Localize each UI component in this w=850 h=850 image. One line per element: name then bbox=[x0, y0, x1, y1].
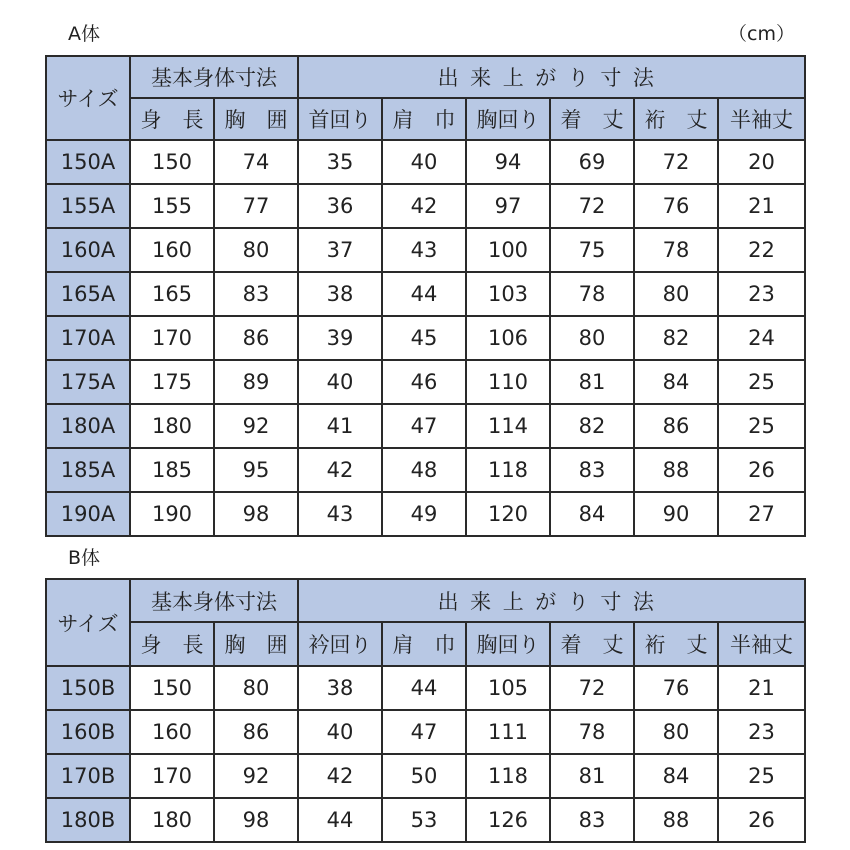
table-cell: 180 bbox=[130, 404, 214, 448]
table-cell: 120 bbox=[466, 492, 550, 536]
table-cell: 78 bbox=[550, 272, 634, 316]
table-row bbox=[46, 710, 805, 754]
column-header-short-sleeve: 半袖丈 bbox=[718, 98, 805, 140]
table-cell: 47 bbox=[382, 710, 466, 754]
table-cell: 170 bbox=[130, 754, 214, 798]
table-cell: 25 bbox=[718, 404, 805, 448]
size-label: 180B bbox=[46, 798, 130, 842]
table-cell: 81 bbox=[550, 360, 634, 404]
table-b-title: B体 bbox=[68, 547, 101, 569]
table-cell: 165 bbox=[130, 272, 214, 316]
table-cell: 118 bbox=[466, 448, 550, 492]
table-cell: 72 bbox=[634, 140, 718, 184]
table-cell: 26 bbox=[718, 448, 805, 492]
column-header-height: 身 長 bbox=[130, 98, 214, 140]
table-cell: 42 bbox=[382, 184, 466, 228]
table-cell: 81 bbox=[550, 754, 634, 798]
table-cell: 89 bbox=[214, 360, 298, 404]
table-cell: 185 bbox=[130, 448, 214, 492]
table-cell: 88 bbox=[634, 448, 718, 492]
table-cell: 44 bbox=[298, 798, 382, 842]
table-cell: 40 bbox=[298, 360, 382, 404]
table-row bbox=[46, 360, 805, 404]
table-row bbox=[46, 184, 805, 228]
table-cell: 78 bbox=[550, 710, 634, 754]
table-cell: 80 bbox=[634, 710, 718, 754]
table-cell: 98 bbox=[214, 492, 298, 536]
table-cell: 78 bbox=[634, 228, 718, 272]
table-cell: 50 bbox=[382, 754, 466, 798]
table-cell: 40 bbox=[298, 710, 382, 754]
table-cell: 100 bbox=[466, 228, 550, 272]
table-cell: 92 bbox=[214, 404, 298, 448]
basic-body-measurements-header: 基本身体寸法 bbox=[130, 56, 298, 98]
table-cell: 24 bbox=[718, 316, 805, 360]
table-cell: 111 bbox=[466, 710, 550, 754]
size-label: 165A bbox=[46, 272, 130, 316]
table-cell: 26 bbox=[718, 798, 805, 842]
table-cell: 97 bbox=[466, 184, 550, 228]
table-cell: 83 bbox=[550, 798, 634, 842]
table-cell: 83 bbox=[214, 272, 298, 316]
table-cell: 160 bbox=[130, 710, 214, 754]
column-header-length: 着 丈 bbox=[550, 622, 634, 666]
table-cell: 36 bbox=[298, 184, 382, 228]
table-cell: 76 bbox=[634, 184, 718, 228]
table-cell: 80 bbox=[550, 316, 634, 360]
table-row bbox=[46, 798, 805, 842]
table-cell: 23 bbox=[718, 272, 805, 316]
table-cell: 21 bbox=[718, 184, 805, 228]
table-cell: 38 bbox=[298, 666, 382, 710]
table-cell: 105 bbox=[466, 666, 550, 710]
size-label: 180A bbox=[46, 404, 130, 448]
table-cell: 110 bbox=[466, 360, 550, 404]
table-cell: 160 bbox=[130, 228, 214, 272]
size-label: 150B bbox=[46, 666, 130, 710]
table-cell: 47 bbox=[382, 404, 466, 448]
table-row bbox=[46, 228, 805, 272]
table-cell: 88 bbox=[634, 798, 718, 842]
table-cell: 103 bbox=[466, 272, 550, 316]
table-cell: 175 bbox=[130, 360, 214, 404]
size-label: 155A bbox=[46, 184, 130, 228]
table-cell: 82 bbox=[634, 316, 718, 360]
table-cell: 106 bbox=[466, 316, 550, 360]
size-label: 150A bbox=[46, 140, 130, 184]
table-row bbox=[46, 316, 805, 360]
size-label: 190A bbox=[46, 492, 130, 536]
table-cell: 49 bbox=[382, 492, 466, 536]
unit-label: （cm） bbox=[728, 23, 795, 45]
table-cell: 25 bbox=[718, 754, 805, 798]
column-header-chest-girth: 胸 囲 bbox=[214, 622, 298, 666]
column-header-collar: 衿回り bbox=[298, 622, 382, 666]
table-cell: 43 bbox=[298, 492, 382, 536]
table-cell: 114 bbox=[466, 404, 550, 448]
table-cell: 92 bbox=[214, 754, 298, 798]
size-table-a bbox=[45, 55, 806, 537]
column-header-short-sleeve: 半袖丈 bbox=[718, 622, 805, 666]
column-header-neck: 首回り bbox=[298, 98, 382, 140]
table-row bbox=[46, 492, 805, 536]
table-cell: 69 bbox=[550, 140, 634, 184]
table-cell: 86 bbox=[634, 404, 718, 448]
table-cell: 45 bbox=[382, 316, 466, 360]
table-cell: 44 bbox=[382, 666, 466, 710]
column-header-length: 着 丈 bbox=[550, 98, 634, 140]
table-cell: 86 bbox=[214, 710, 298, 754]
table-cell: 46 bbox=[382, 360, 466, 404]
column-header-sleeve: 裄 丈 bbox=[634, 622, 718, 666]
table-cell: 155 bbox=[130, 184, 214, 228]
table-cell: 90 bbox=[634, 492, 718, 536]
table-cell: 74 bbox=[214, 140, 298, 184]
table-cell: 41 bbox=[298, 404, 382, 448]
table-cell: 42 bbox=[298, 448, 382, 492]
table-cell: 39 bbox=[298, 316, 382, 360]
size-label: 160A bbox=[46, 228, 130, 272]
table-row bbox=[46, 272, 805, 316]
column-header-sleeve: 裄 丈 bbox=[634, 98, 718, 140]
table-cell: 44 bbox=[382, 272, 466, 316]
table-cell: 76 bbox=[634, 666, 718, 710]
table-row bbox=[46, 448, 805, 492]
table-cell: 23 bbox=[718, 710, 805, 754]
table-cell: 77 bbox=[214, 184, 298, 228]
table-cell: 190 bbox=[130, 492, 214, 536]
size-label: 160B bbox=[46, 710, 130, 754]
column-header-shoulder-width: 肩 巾 bbox=[382, 622, 466, 666]
table-cell: 25 bbox=[718, 360, 805, 404]
table-cell: 83 bbox=[550, 448, 634, 492]
table-row bbox=[46, 666, 805, 710]
table-cell: 180 bbox=[130, 798, 214, 842]
table-cell: 80 bbox=[214, 666, 298, 710]
column-header-chest: 胸回り bbox=[466, 622, 550, 666]
table-row bbox=[46, 140, 805, 184]
basic-body-measurements-header: 基本身体寸法 bbox=[130, 579, 298, 622]
table-cell: 53 bbox=[382, 798, 466, 842]
table-cell: 72 bbox=[550, 666, 634, 710]
table-cell: 48 bbox=[382, 448, 466, 492]
size-label: 170A bbox=[46, 316, 130, 360]
table-cell: 40 bbox=[382, 140, 466, 184]
table-cell: 35 bbox=[298, 140, 382, 184]
column-header-shoulder-width: 肩 巾 bbox=[382, 98, 466, 140]
size-column-header: サイズ bbox=[46, 579, 130, 666]
column-header-chest: 胸回り bbox=[466, 98, 550, 140]
table-cell: 80 bbox=[214, 228, 298, 272]
finished-measurements-header: 出来上がり寸法 bbox=[298, 56, 805, 98]
column-header-chest-girth: 胸 囲 bbox=[214, 98, 298, 140]
table-row bbox=[46, 404, 805, 448]
table-cell: 94 bbox=[466, 140, 550, 184]
table-row bbox=[46, 754, 805, 798]
table-cell: 84 bbox=[634, 360, 718, 404]
table-cell: 86 bbox=[214, 316, 298, 360]
table-cell: 150 bbox=[130, 666, 214, 710]
size-label: 185A bbox=[46, 448, 130, 492]
size-column-header: サイズ bbox=[46, 56, 130, 140]
table-cell: 84 bbox=[634, 754, 718, 798]
size-label: 170B bbox=[46, 754, 130, 798]
table-cell: 22 bbox=[718, 228, 805, 272]
table-a-title: A体 bbox=[68, 23, 100, 45]
table-cell: 118 bbox=[466, 754, 550, 798]
table-cell: 72 bbox=[550, 184, 634, 228]
table-cell: 37 bbox=[298, 228, 382, 272]
table-cell: 80 bbox=[634, 272, 718, 316]
column-header-height: 身 長 bbox=[130, 622, 214, 666]
table-cell: 98 bbox=[214, 798, 298, 842]
table-cell: 43 bbox=[382, 228, 466, 272]
table-cell: 170 bbox=[130, 316, 214, 360]
table-cell: 95 bbox=[214, 448, 298, 492]
table-cell: 150 bbox=[130, 140, 214, 184]
table-cell: 20 bbox=[718, 140, 805, 184]
table-cell: 82 bbox=[550, 404, 634, 448]
table-cell: 75 bbox=[550, 228, 634, 272]
finished-measurements-header: 出来上がり寸法 bbox=[298, 579, 805, 622]
size-label: 175A bbox=[46, 360, 130, 404]
table-cell: 21 bbox=[718, 666, 805, 710]
table-cell: 84 bbox=[550, 492, 634, 536]
table-cell: 27 bbox=[718, 492, 805, 536]
table-cell: 126 bbox=[466, 798, 550, 842]
size-table-b bbox=[45, 578, 806, 843]
table-cell: 42 bbox=[298, 754, 382, 798]
table-cell: 38 bbox=[298, 272, 382, 316]
